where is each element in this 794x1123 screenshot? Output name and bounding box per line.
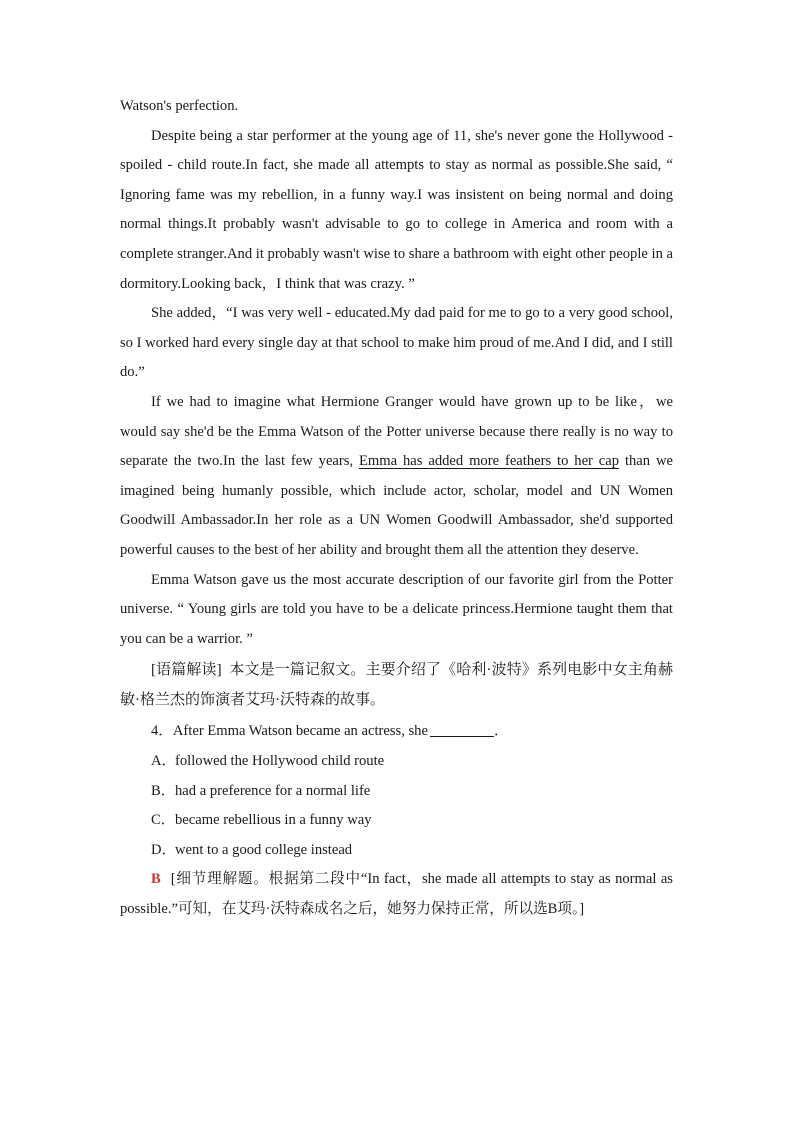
option-a-letter: A． [151, 753, 177, 770]
option-d-letter: D． [151, 841, 177, 858]
passage-paragraph-0: Watson's perfection. [120, 98, 239, 114]
answer-letter: B [151, 871, 161, 888]
passage-paragraph-1: Despite being a star performer at the young age of 11, she's never gone the Hollywood - spoiled - child route.In fact, she made all attempts to stay as normal as possible.She said, “ Ignoring fame was my rebellion, in a funny way.I was insistent on being normal and doing normal things.It probably wasn't advisable to go to college in America and room with a complete stranger.And it probably wasn't wise to share a bathroom with eight other people in a dormitory.Looking back，I think that was crazy. ” [120, 127, 673, 292]
question-stem [120, 717, 673, 747]
option-a [120, 747, 673, 777]
document-page [120, 92, 673, 925]
answer-explanation-text: [细节理解题。根据第二段中“In fact，she made all attempts to stay as normal as possible.”可知，在艾玛·沃特森成名之后，她努力保持正常，所以选B项。] [120, 871, 673, 918]
question-stem-end: ． [493, 723, 509, 740]
option-c [120, 806, 673, 836]
passage-paragraph-2: She added，“I was very well - educated.My dad paid for me to go to a very good school, so I worked hard every single day at that school to make him proud of me.And I did, and I still do.” [120, 305, 673, 381]
passage-paragraph-4: Emma Watson gave us the most accurate description of our favorite girl from the Potter universe. “ Young girls are told you have to be a delicate princess.Hermione taught them that you can be a warrior. ” [120, 571, 673, 647]
option-b-text: had a preference for a normal life [175, 782, 371, 799]
option-b-letter: B． [151, 782, 176, 799]
underlined-phrase: Emma has added more feathers to her cap [359, 453, 620, 470]
option-b [120, 777, 673, 807]
analysis-label: [语篇解读] [151, 662, 222, 679]
passage-paragraph-3-start: If we had to imagine what Hermione Granger would have grown up to be like，we would say she'd be the Emma Watson of the Potter universe because there really is no way to separate the two.In the last few years, [120, 393, 673, 470]
option-d [120, 836, 673, 866]
answer-blank [430, 721, 494, 737]
analysis-text: 本文是一篇记叙文。主要介绍了《哈利·波特》系列电影中女主角赫敏·格兰杰的饰演者艾玛·沃特森的故事。 [120, 662, 673, 708]
question-stem-text: 4．After Emma Watson became an actress, she [151, 723, 428, 740]
option-d-text: went to a good college instead [175, 841, 353, 858]
passage-analysis [120, 656, 673, 715]
passage-paragraph-3-end: than we imagined being humanly possible, which include actor, scholar, model and UN Women Goodwill Ambassador.In her role as a UN Women Goodwill Ambassador, she'd supported powerful causes to the best of her ability and brought them all the attention they deserve. [120, 453, 673, 558]
option-c-letter: C． [151, 812, 176, 829]
passage-paragraph-3 [120, 388, 673, 566]
option-a-text: followed the Hollywood child route [175, 753, 385, 770]
answer-explanation [120, 865, 673, 924]
option-c-text: became rebellious in a funny way [175, 812, 372, 829]
